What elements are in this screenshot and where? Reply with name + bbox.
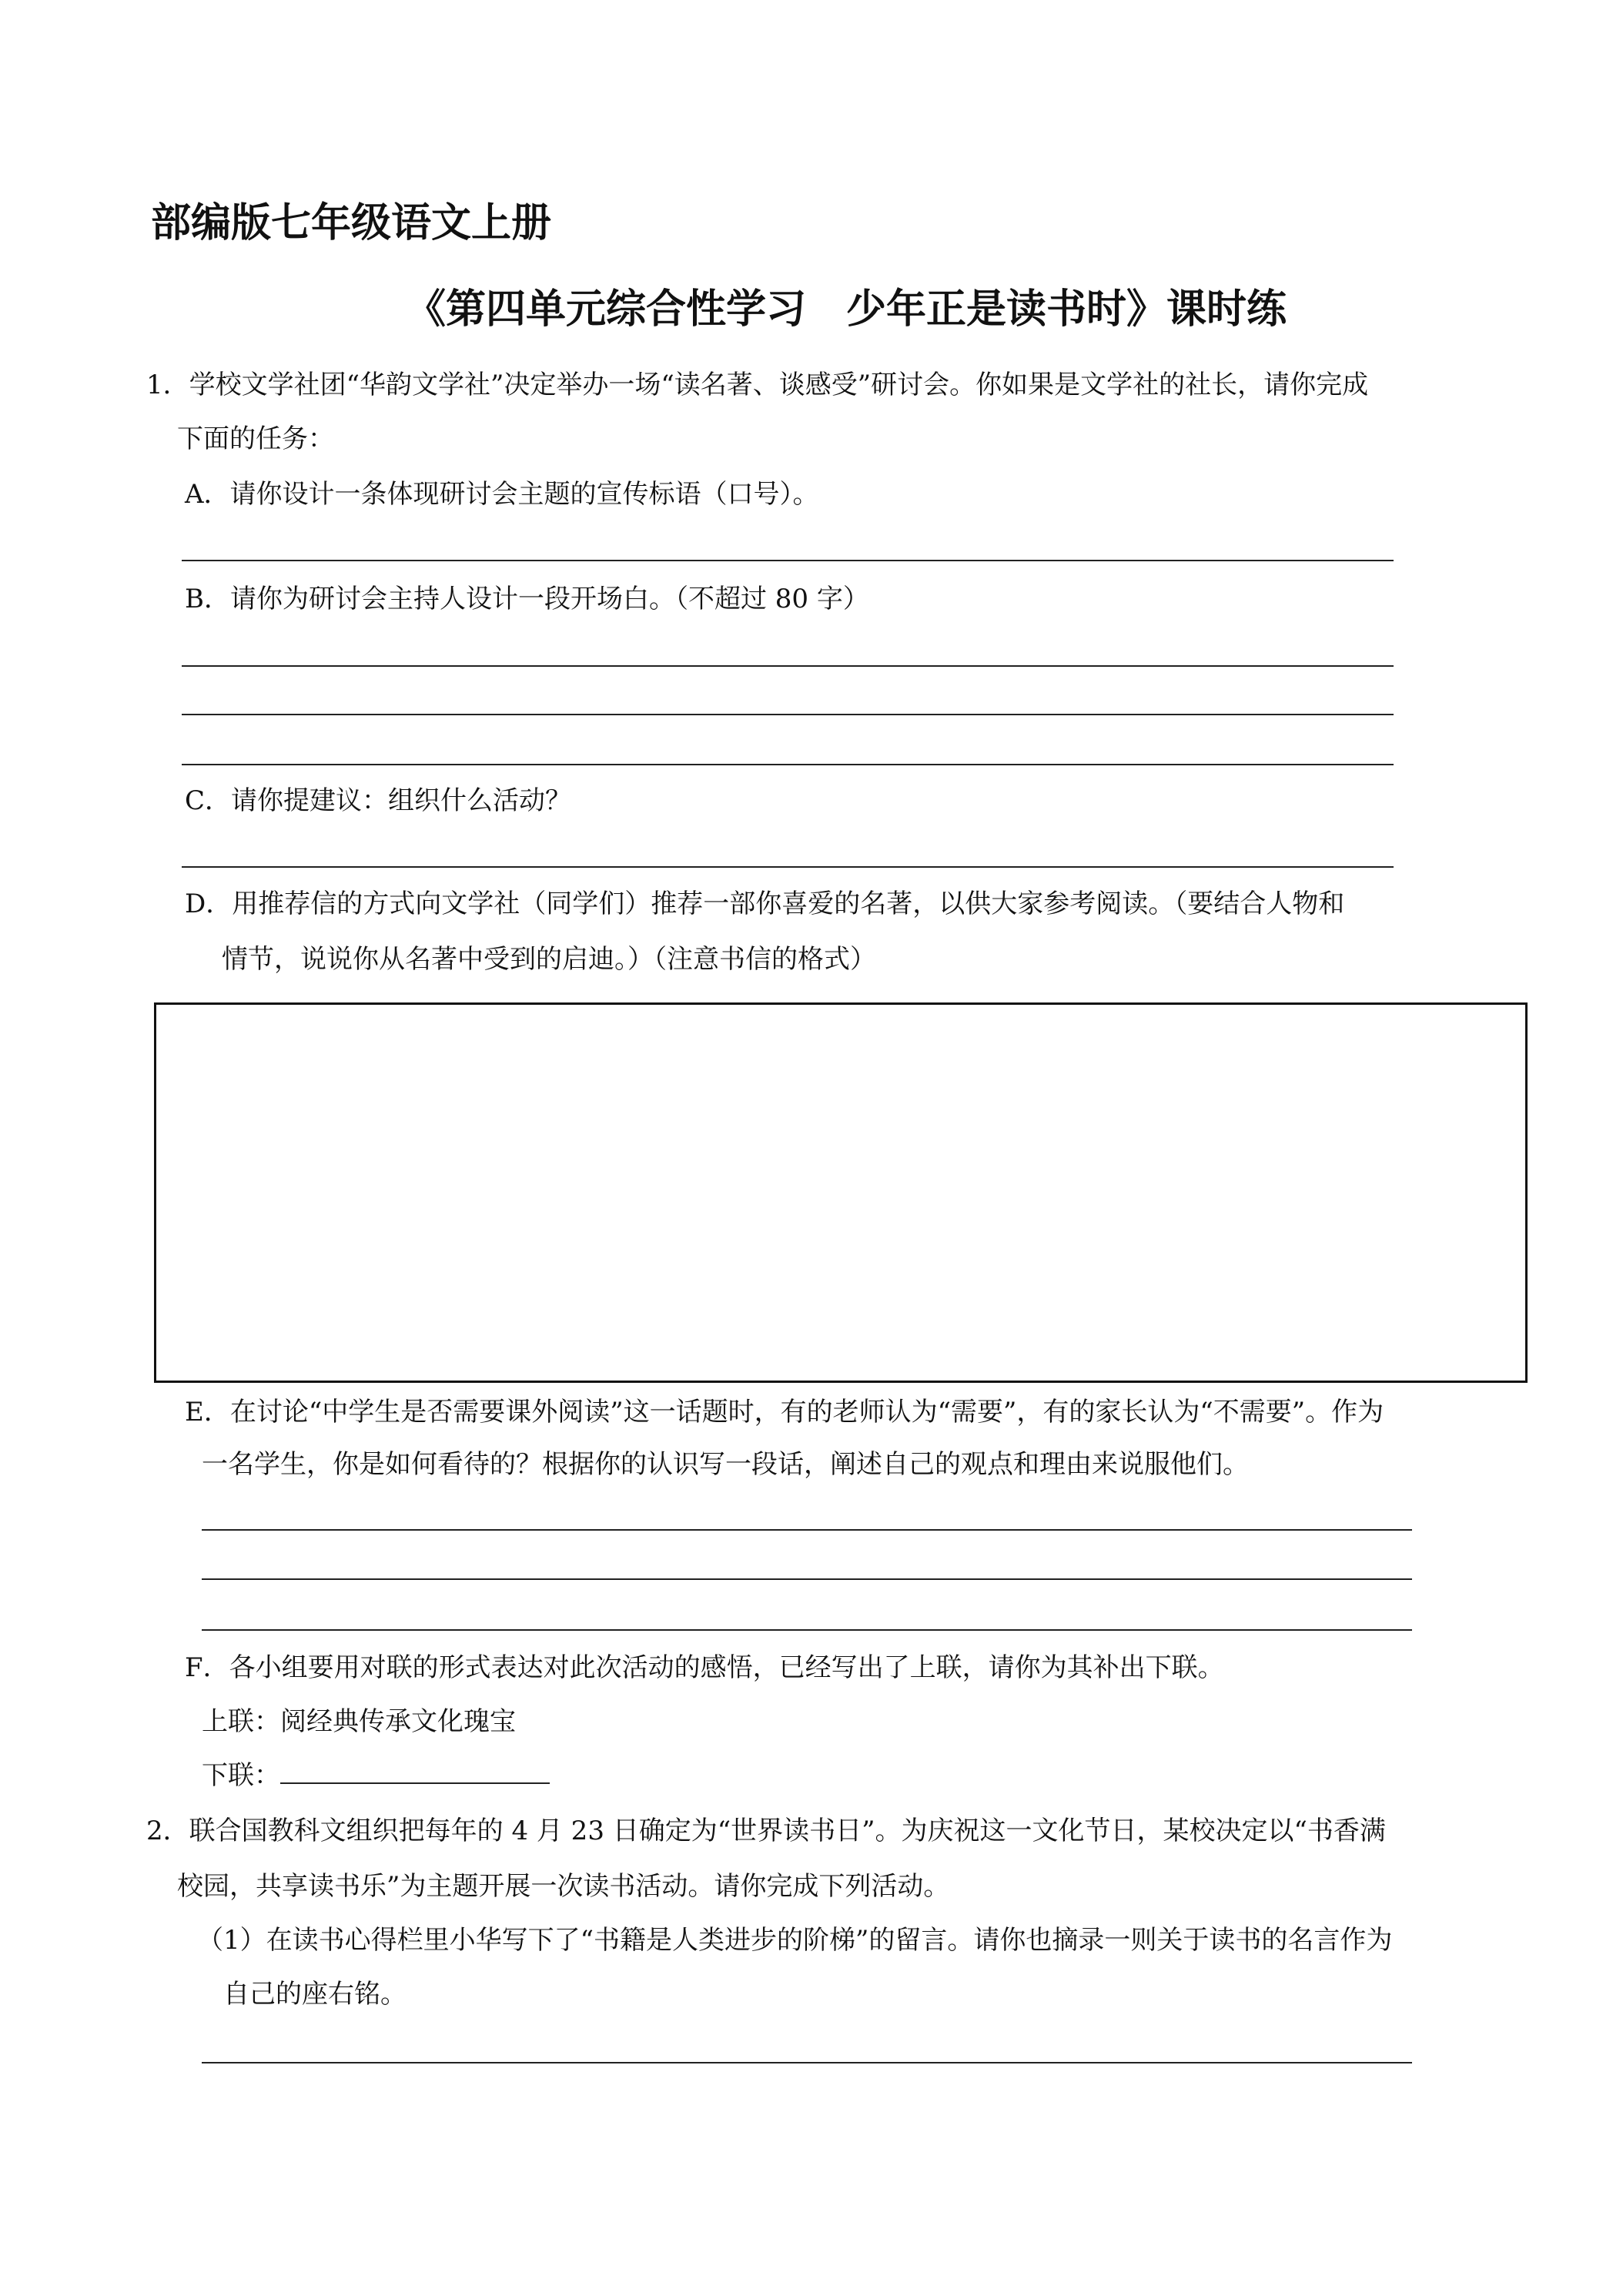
q1-f-prompt: F．各小组要用对联的形式表达对此次活动的感悟，已经写出了上联，请你为其补出下联。 xyxy=(185,1652,1224,1683)
q2-intro-line2: 校园，共享读书乐”为主题开展一次读书活动。请你完成下列活动。 xyxy=(177,1871,950,1902)
q1-e-line1: E．在讨论“中学生是否需要课外阅读”这一话题时，有的老师认为“需要”，有的家长认为“不需要”。作为 xyxy=(185,1397,1384,1427)
q1-d-line1: D．用推荐信的方式向文学社（同学们）推荐一部你喜爱的名著，以供大家参考阅读。（要结合人物和 xyxy=(185,889,1345,919)
q1-e-line2: 一名学生，你是如何看待的？根据你的认识写一段话，阐述自己的观点和理由来说服他们。 xyxy=(202,1449,1249,1480)
q1-a-answer-line[interactable] xyxy=(182,560,1394,561)
q1-c-prompt: C．请你提建议：组织什么活动？ xyxy=(185,785,572,816)
couplet-upper: 上联：阅经典传承文化瑰宝 xyxy=(202,1706,516,1737)
couplet-lower-blank[interactable] xyxy=(280,1759,550,1784)
q1-d-letter-box[interactable] xyxy=(154,1002,1528,1383)
q2-sub1-answer-line[interactable] xyxy=(202,2062,1412,2063)
q1-b-answer-line-2[interactable] xyxy=(182,714,1394,715)
q1-c-answer-line[interactable] xyxy=(182,866,1394,868)
q1-b-answer-line-1[interactable] xyxy=(182,665,1394,667)
document-title: 《第四单元综合性学习 少年正是读书时》课时练 xyxy=(405,286,1287,333)
document-subtitle: 部编版七年级语文上册 xyxy=(151,199,552,246)
q2-sub1-line2: 自己的座右铭。 xyxy=(223,1979,407,2010)
couplet-lower-label: 下联： xyxy=(202,1760,280,1791)
q1-d-line2: 情节，说说你从名著中受到的启迪。）（注意书信的格式） xyxy=(222,944,876,975)
q1-intro-line1: 1．学校文学社团“华韵文学社”决定举办一场“读名著、谈感受”研讨会。你如果是文学社的社长，请你完成 xyxy=(146,370,1369,400)
q1-b-answer-line-3[interactable] xyxy=(182,764,1394,765)
q1-intro-line2: 下面的任务： xyxy=(177,423,334,454)
q1-b-prompt: B．请你为研讨会主持人设计一段开场白。（不超过 80 字） xyxy=(185,584,869,614)
couplet-lower xyxy=(202,1759,550,1792)
q2-sub1-line1: （1）在读书心得栏里小华写下了“书籍是人类进步的阶梯”的留言。请你也摘录一则关于读书的名言作为 xyxy=(197,1925,1393,1956)
q1-e-answer-line-3[interactable] xyxy=(202,1629,1412,1631)
q1-a-prompt: A．请你设计一条体现研讨会主题的宣传标语（口号）。 xyxy=(185,479,819,510)
q2-intro-line1: 2．联合国教科文组织把每年的 4 月 23 日确定为“世界读书日”。为庆祝这一文化节日，某校决定以“书香满 xyxy=(146,1816,1386,1846)
q1-e-answer-line-2[interactable] xyxy=(202,1578,1412,1580)
q1-e-answer-line-1[interactable] xyxy=(202,1529,1412,1531)
